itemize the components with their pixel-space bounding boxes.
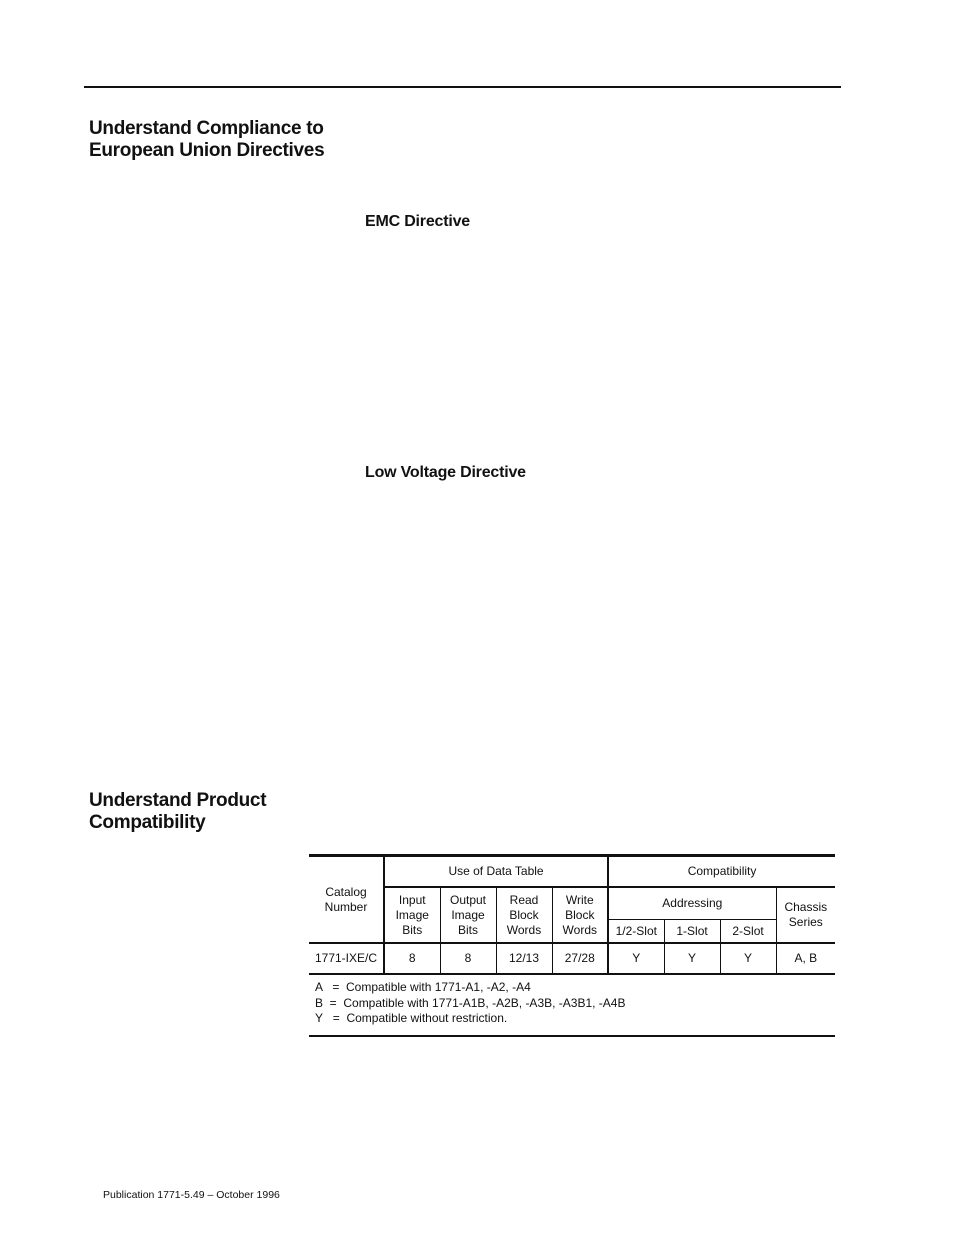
cell-input-bits: 8	[384, 943, 440, 974]
catalog-header-line1: Catalog	[325, 884, 367, 899]
write-header-line3: Words	[562, 922, 597, 937]
note-y: Y = Compatible without restriction.	[315, 1011, 508, 1025]
heading-product-compatibility	[89, 790, 266, 834]
addressing-header: Addressing	[608, 887, 776, 920]
heading-compat-line1: Understand Product	[89, 790, 267, 811]
input-header-line1: Input	[398, 892, 426, 907]
input-header-line2: Image	[395, 907, 429, 922]
two-slot-header: 2-Slot	[720, 920, 776, 944]
chassis-series-header	[776, 887, 835, 943]
table-notes	[309, 975, 835, 1037]
heading-eu-line1: Understand Compliance to	[89, 118, 324, 139]
output-image-bits-header	[440, 887, 496, 943]
cell-output-bits: 8	[440, 943, 496, 974]
output-header-line2: Image	[451, 907, 485, 922]
one-slot-header: 1-Slot	[664, 920, 720, 944]
write-block-words-header	[552, 887, 608, 943]
cell-two-slot: Y	[720, 943, 776, 974]
table-row	[309, 943, 835, 974]
write-header-line1: Write	[565, 892, 594, 907]
catalog-number-header	[309, 856, 384, 944]
cell-write-words: 27/28	[552, 943, 608, 974]
cell-read-words: 12/13	[496, 943, 552, 974]
input-header-line3: Bits	[402, 922, 423, 937]
top-rule	[84, 86, 841, 88]
heading-eu-line2: European Union Directives	[89, 140, 325, 161]
write-header-line2: Block	[565, 907, 595, 922]
catalog-header-line2: Number	[324, 899, 368, 914]
chassis-header-line1: Chassis	[784, 900, 828, 914]
output-header-line3: Bits	[457, 922, 478, 937]
read-header-line2: Block	[509, 907, 539, 922]
chassis-header-line2: Series	[788, 915, 823, 929]
heading-eu-directives	[89, 118, 324, 162]
read-block-words-header	[496, 887, 552, 943]
compatibility-table	[309, 854, 835, 975]
cell-one-slot: Y	[664, 943, 720, 974]
heading-compat-line2: Compatibility	[89, 812, 206, 833]
output-header-line1: Output	[449, 892, 487, 907]
note-a: A = Compatible with 1771-A1, -A2, -A4	[315, 980, 531, 994]
half-slot-header: 1/2-Slot	[608, 920, 664, 944]
compatibility-table-block	[309, 854, 835, 1037]
heading-emc-directive: EMC Directive	[365, 213, 470, 230]
compatibility-header: Compatibility	[608, 856, 835, 888]
read-header-line1: Read	[509, 892, 539, 907]
input-image-bits-header	[384, 887, 440, 943]
cell-half-slot: Y	[608, 943, 664, 974]
use-of-data-table-header: Use of Data Table	[384, 856, 608, 888]
cell-catalog-number: 1771-IXE/C	[309, 943, 384, 974]
publication-footer: Publication 1771-5.49 – October 1996	[103, 1189, 280, 1201]
heading-low-voltage-directive: Low Voltage Directive	[365, 464, 526, 481]
cell-chassis-series: A, B	[776, 943, 835, 974]
read-header-line3: Words	[506, 922, 542, 937]
note-b: B = Compatible with 1771-A1B, -A2B, -A3B, -A3B1, -A4B	[315, 995, 626, 1010]
